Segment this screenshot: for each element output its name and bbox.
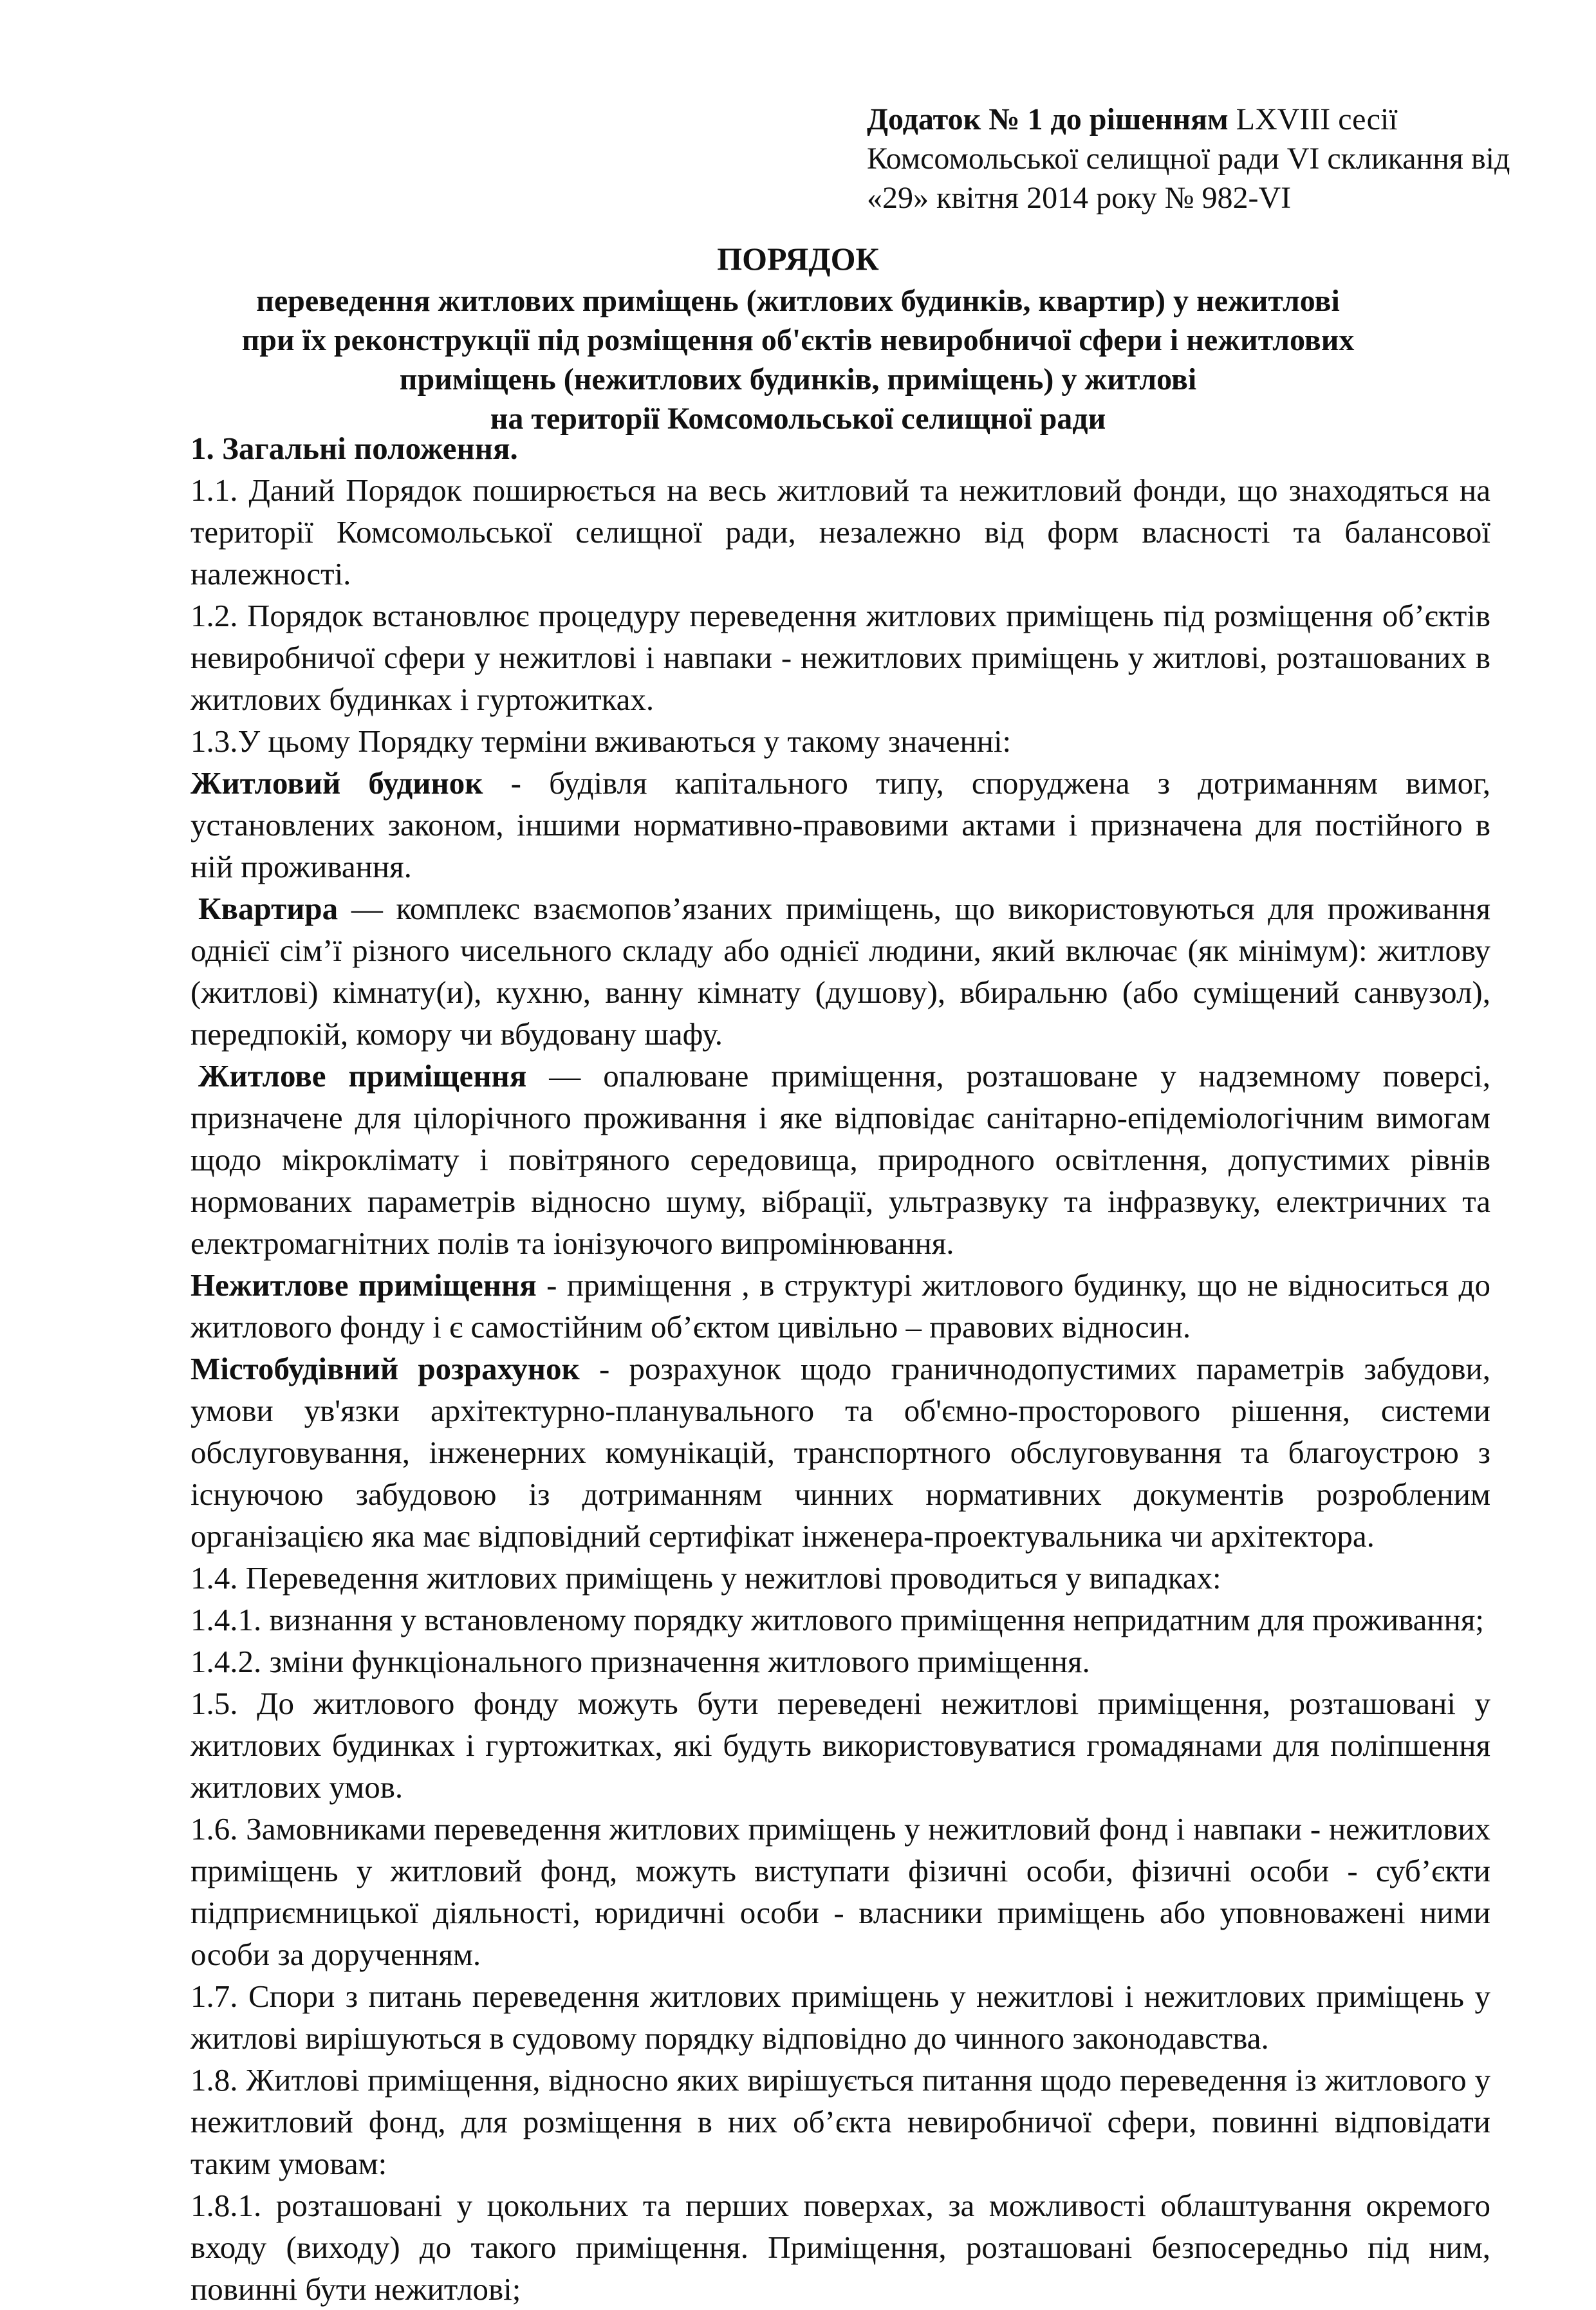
term-definition: — комплекс взаємопов’язаних приміщень, що використовуються для проживання однієї сім’ї різного чисельного складу або однієї людини, який включає (як мінімум): житлову (житлові) кімнату(и), кухню, ванну кімнату (душову), вбиральню (або суміщений санвузол), передпокій, комору чи вбудовану шафу. <box>190 891 1490 1052</box>
term-name: Нежитлове приміщення <box>190 1267 537 1303</box>
term-definition: - приміщення , в структурі житлового будинку, що не відноситься до житлового фонду і є самостійним об’єктом цивільно – правових відносин. <box>190 1267 1490 1345</box>
header-line-3: «29» квітня 2014 року № 982-VI <box>867 181 1292 215</box>
header-line-2: Комсомольської селищної ради VI скликання від <box>867 142 1510 176</box>
term-name: Містобудівний розрахунок <box>190 1351 580 1386</box>
paragraph-1-8: 1.8. Житлові приміщення, відносно яких вирішується питання щодо переведення із житлового у нежитловий фонд, для розміщення в них об’єкта невиробничої сфери, повинні відповідати таким умовам: <box>190 2062 1490 2181</box>
paragraph-1-4: 1.4. Переведення житлових приміщень у нежитлові проводиться у випадках: <box>190 1560 1221 1596</box>
title-line-4: на території Комсомольської селищної ради <box>490 402 1106 436</box>
paragraph-1-6: 1.6. Замовниками переведення житлових приміщень у нежитловий фонд і навпаки - нежитлових приміщень у житловий фонд, можуть виступати фізичні особи, фізичні особи - суб’єкти підприємницької діяльності, юридичні особи - власники приміщень або уповноважені ними особи за дорученням. <box>190 1811 1490 1972</box>
section-heading-text: 1. Загальні положення. <box>190 431 518 466</box>
term-residential-premises <box>190 1055 1490 1264</box>
document-body <box>190 427 1490 2310</box>
paragraph-1-7: 1.7. Спори з питань переведення житлових приміщень у нежитлові і нежитлових приміщень у житлові вирішуються в судовому порядку відповідно до чинного законодавства. <box>190 1979 1490 2056</box>
section-heading <box>190 427 1490 469</box>
paragraph-1-3: 1.3.У цьому Порядку терміни вживаються у такому значенні: <box>190 723 1012 759</box>
term-name: Житлове приміщення <box>198 1058 527 1094</box>
appendix-header <box>867 100 1510 218</box>
term-definition: - будівля капітального типу, споруджена з дотриманням вимог, установлених законом, іншими нормативно-правовими актами і призначена для постійного в ній проживання. <box>190 765 1490 884</box>
paragraph-1-4-1: 1.4.1. визнання у встановленому порядку житлового приміщення непридатним для проживання; <box>190 1602 1485 1637</box>
header-line-1-rest: LXVIII сесії <box>1228 102 1398 136</box>
document-title <box>129 239 1467 438</box>
paragraph-1-8-1: 1.8.1. розташовані у цокольних та перших поверхах, за можливості облаштування окремого входу (виходу) до такого приміщення. Приміщення, розташовані безпосередньо під ним, повинні бути нежитлові; <box>190 2188 1490 2307</box>
header-line-1 <box>867 100 1500 139</box>
term-residential-building <box>190 762 1490 888</box>
term-definition: - розрахунок щодо граничнодопустимих параметрів забудови, умови ув'язки архітектурно-планувального та об'ємно-просторового рішення, системи обслуговування, інженерних комунікацій, транспортного обслуговування та благоустрою з існуючою забудовою із дотриманням чинних нормативних документів розробленим організацією яка має відповідний сертифікат інженера-проектувальника чи архітектора. <box>190 1351 1490 1554</box>
title-line-3: приміщень (нежитлових будинків, приміщень) у житлові <box>399 362 1197 396</box>
term-nonresidential-premises <box>190 1264 1490 1348</box>
title-line-1: переведення житлових приміщень (житлових будинків, квартир) у нежитлові <box>256 284 1340 318</box>
paragraph-1-2: 1.2. Порядок встановлює процедуру переведення житлових приміщень під розміщення об’єктів невиробничої сфери у нежитлові і навпаки - нежитлових приміщень у житлові, розташованих в житлових будинках і гуртожитках. <box>190 598 1490 717</box>
term-name: Житловий будинок <box>190 765 483 801</box>
term-apartment <box>190 888 1490 1055</box>
paragraph-1-5: 1.5. До житлового фонду можуть бути переведені нежитлові приміщення, розташовані у житлових будинках і гуртожитках, які будуть використовуватися громадянами для поліпшення житлових умов. <box>190 1686 1490 1805</box>
term-definition: — опалюване приміщення, розташоване у надземному поверсі, призначене для цілорічного проживання і яке відповідає санітарно-епідеміологічним вимогам щодо мікроклімату і повітряного середовища, природного освітлення, допустимих рівнів нормованих параметрів відносно шуму, вібрації, ультразвуку та інфразвуку, електричних та електромагнітних полів та іонізуючого випромінювання. <box>190 1058 1490 1261</box>
term-name: Квартира <box>198 891 339 926</box>
header-line-1-bold: Додаток № 1 до рішенням <box>867 102 1229 136</box>
title-main: ПОРЯДОК <box>717 241 879 277</box>
title-line-2: при їх реконструкції під розміщення об'єктів невиробничої сфери і нежитлових <box>241 323 1355 357</box>
paragraph-1-4-2: 1.4.2. зміни функціонального призначення житлового приміщення. <box>190 1644 1090 1679</box>
term-urban-calculation <box>190 1348 1490 1557</box>
paragraph-1-1: 1.1. Даний Порядок поширюється на весь житловий та нежитловий фонди, що знаходяться на території Комсомольської селищної ради, незалежно від форм власності та балансової належності. <box>190 472 1490 591</box>
